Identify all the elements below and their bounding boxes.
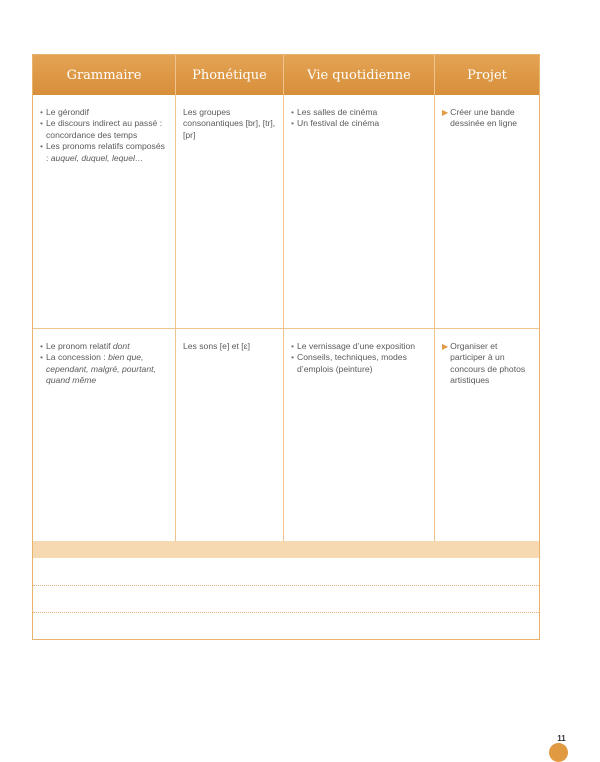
cell-vie-quotidienne	[284, 95, 435, 328]
triangle-right-icon: ▶	[442, 108, 449, 117]
item-text: Le pronom relatif	[46, 341, 113, 351]
list-item	[40, 341, 169, 352]
table-row	[33, 328, 539, 542]
list-item: • Un festival de cinéma	[291, 118, 428, 129]
projet-text: Créer une bande dessinée en ligne	[450, 107, 518, 129]
table-header	[33, 55, 539, 95]
cell-projet	[435, 95, 539, 328]
item-text: Les pronoms relatifs composés :	[46, 141, 165, 163]
list-item: • Le vernissage d’une exposition	[291, 341, 428, 352]
header-grammaire: Grammaire	[33, 55, 176, 95]
cell-grammaire	[33, 329, 176, 542]
list-item: • Les salles de cinéma	[291, 107, 428, 118]
list-item	[40, 352, 169, 386]
cell-phonetique: Les sons [e] et [ɛ]	[176, 329, 284, 542]
list-item: • Le gérondif	[40, 107, 169, 118]
item-italic: auquel, duquel, lequel…	[50, 152, 144, 163]
cell-phonetique: Les groupes consonantiques [br], [tr], [pr]	[176, 95, 284, 328]
cell-projet	[435, 329, 539, 542]
item-italic: dont	[112, 341, 130, 351]
list-item: • Conseils, techniques, modes d’emplois (peinture)	[291, 352, 428, 375]
list-item: • Le discours indirect au passé : concordance des temps	[40, 118, 169, 141]
page-number-dot	[549, 743, 568, 762]
page-number: 11	[557, 734, 566, 743]
header-vie-quotidienne: Vie quotidienne	[284, 55, 435, 95]
table-row	[33, 95, 539, 328]
syllabus-table	[32, 54, 540, 640]
dotted-divider	[33, 585, 539, 586]
item-italic: bien que, cependant, malgré, pourtant, quand même	[46, 352, 156, 386]
projet-text: Organiser et participer à un concours de photos artistiques	[450, 341, 526, 386]
cell-vie-quotidienne	[284, 329, 435, 542]
header-projet: Projet	[467, 67, 507, 83]
header-phonetique: Phonétique	[176, 55, 284, 95]
triangle-right-icon: ▶	[442, 342, 449, 351]
item-text: La concession :	[46, 352, 109, 363]
cell-grammaire	[33, 95, 176, 328]
color-band	[33, 541, 539, 558]
dotted-divider	[33, 612, 539, 613]
list-item	[40, 141, 169, 164]
